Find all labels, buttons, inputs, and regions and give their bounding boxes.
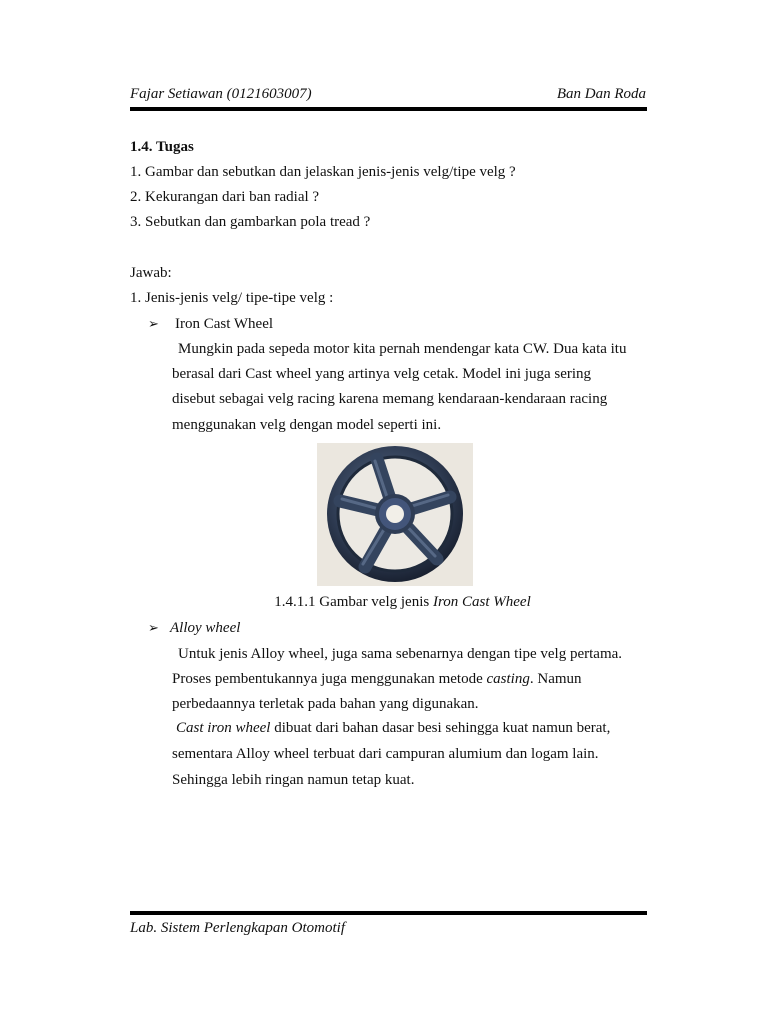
figure-caption-prefix: 1.4.1.1 Gambar velg jenis: [274, 594, 433, 610]
iron-cast-title: Iron Cast Wheel: [175, 316, 274, 332]
iron-cast-wheel-figure: [317, 443, 473, 586]
iron-para-line: menggunakan velg dengan model seperti ini.: [172, 417, 442, 433]
iron-para-line: disebut sebagai velg racing karena memang kendaraan-kendaraan racing: [172, 391, 608, 407]
bullet-arrow-icon: ➢: [148, 620, 159, 635]
alloy-wheel-title: Alloy wheel: [170, 620, 241, 636]
header-topic: Ban Dan Roda: [556, 86, 646, 102]
alloy-line2-italic: casting: [486, 671, 530, 687]
header-author: Fajar Setiawan (0121603007): [130, 86, 312, 102]
answer-label: Jawab:: [130, 265, 172, 281]
answer-item-1: 1. Jenis-jenis velg/ tipe-tipe velg :: [130, 290, 334, 306]
alloy-para-line: [176, 720, 610, 737]
alloy-line2-post: . Namun: [529, 671, 582, 687]
alloy-para-line: Sehingga lebih ringan namun tetap kuat.: [172, 772, 415, 788]
task-3: 3. Sebutkan dan gambarkan pola tread ?: [130, 214, 371, 230]
bullet-arrow-icon: ➢: [148, 316, 159, 331]
alloy-line4-post: dibuat dari bahan dasar besi sehingga kuat namun berat,: [270, 720, 611, 736]
task-1: 1. Gambar dan sebutkan dan jelaskan jenis-jenis velg/tipe velg ?: [130, 164, 516, 180]
wheel-image: [317, 443, 473, 586]
alloy-para-line: perbedaannya terletak pada bahan yang digunakan.: [172, 696, 479, 712]
alloy-line2-pre: Proses pembentukannya juga menggunakan metode: [172, 671, 487, 687]
header-rule: [130, 107, 647, 111]
iron-para-line: Mungkin pada sepeda motor kita pernah mendengar kata CW. Dua kata itu: [178, 341, 627, 357]
alloy-para-line: sementara Alloy wheel terbuat dari campuran alumium dan logam lain.: [172, 746, 599, 762]
footer-rule: [130, 911, 647, 915]
figure-caption: [130, 594, 675, 611]
footer-text: Lab. Sistem Perlengkapan Otomotif: [130, 920, 345, 936]
iron-para-line: berasal dari Cast wheel yang artinya velg cetak. Model ini juga sering: [172, 366, 592, 382]
alloy-para-line: [172, 671, 582, 688]
alloy-para-line: Untuk jenis Alloy wheel, juga sama sebenarnya dengan tipe velg pertama.: [178, 646, 623, 662]
task-2: 2. Kekurangan dari ban radial ?: [130, 189, 320, 205]
alloy-line4-italic: Cast iron wheel: [176, 720, 271, 736]
section-title: 1.4. Tugas: [130, 139, 194, 155]
figure-caption-italic: Iron Cast Wheel: [432, 594, 531, 610]
